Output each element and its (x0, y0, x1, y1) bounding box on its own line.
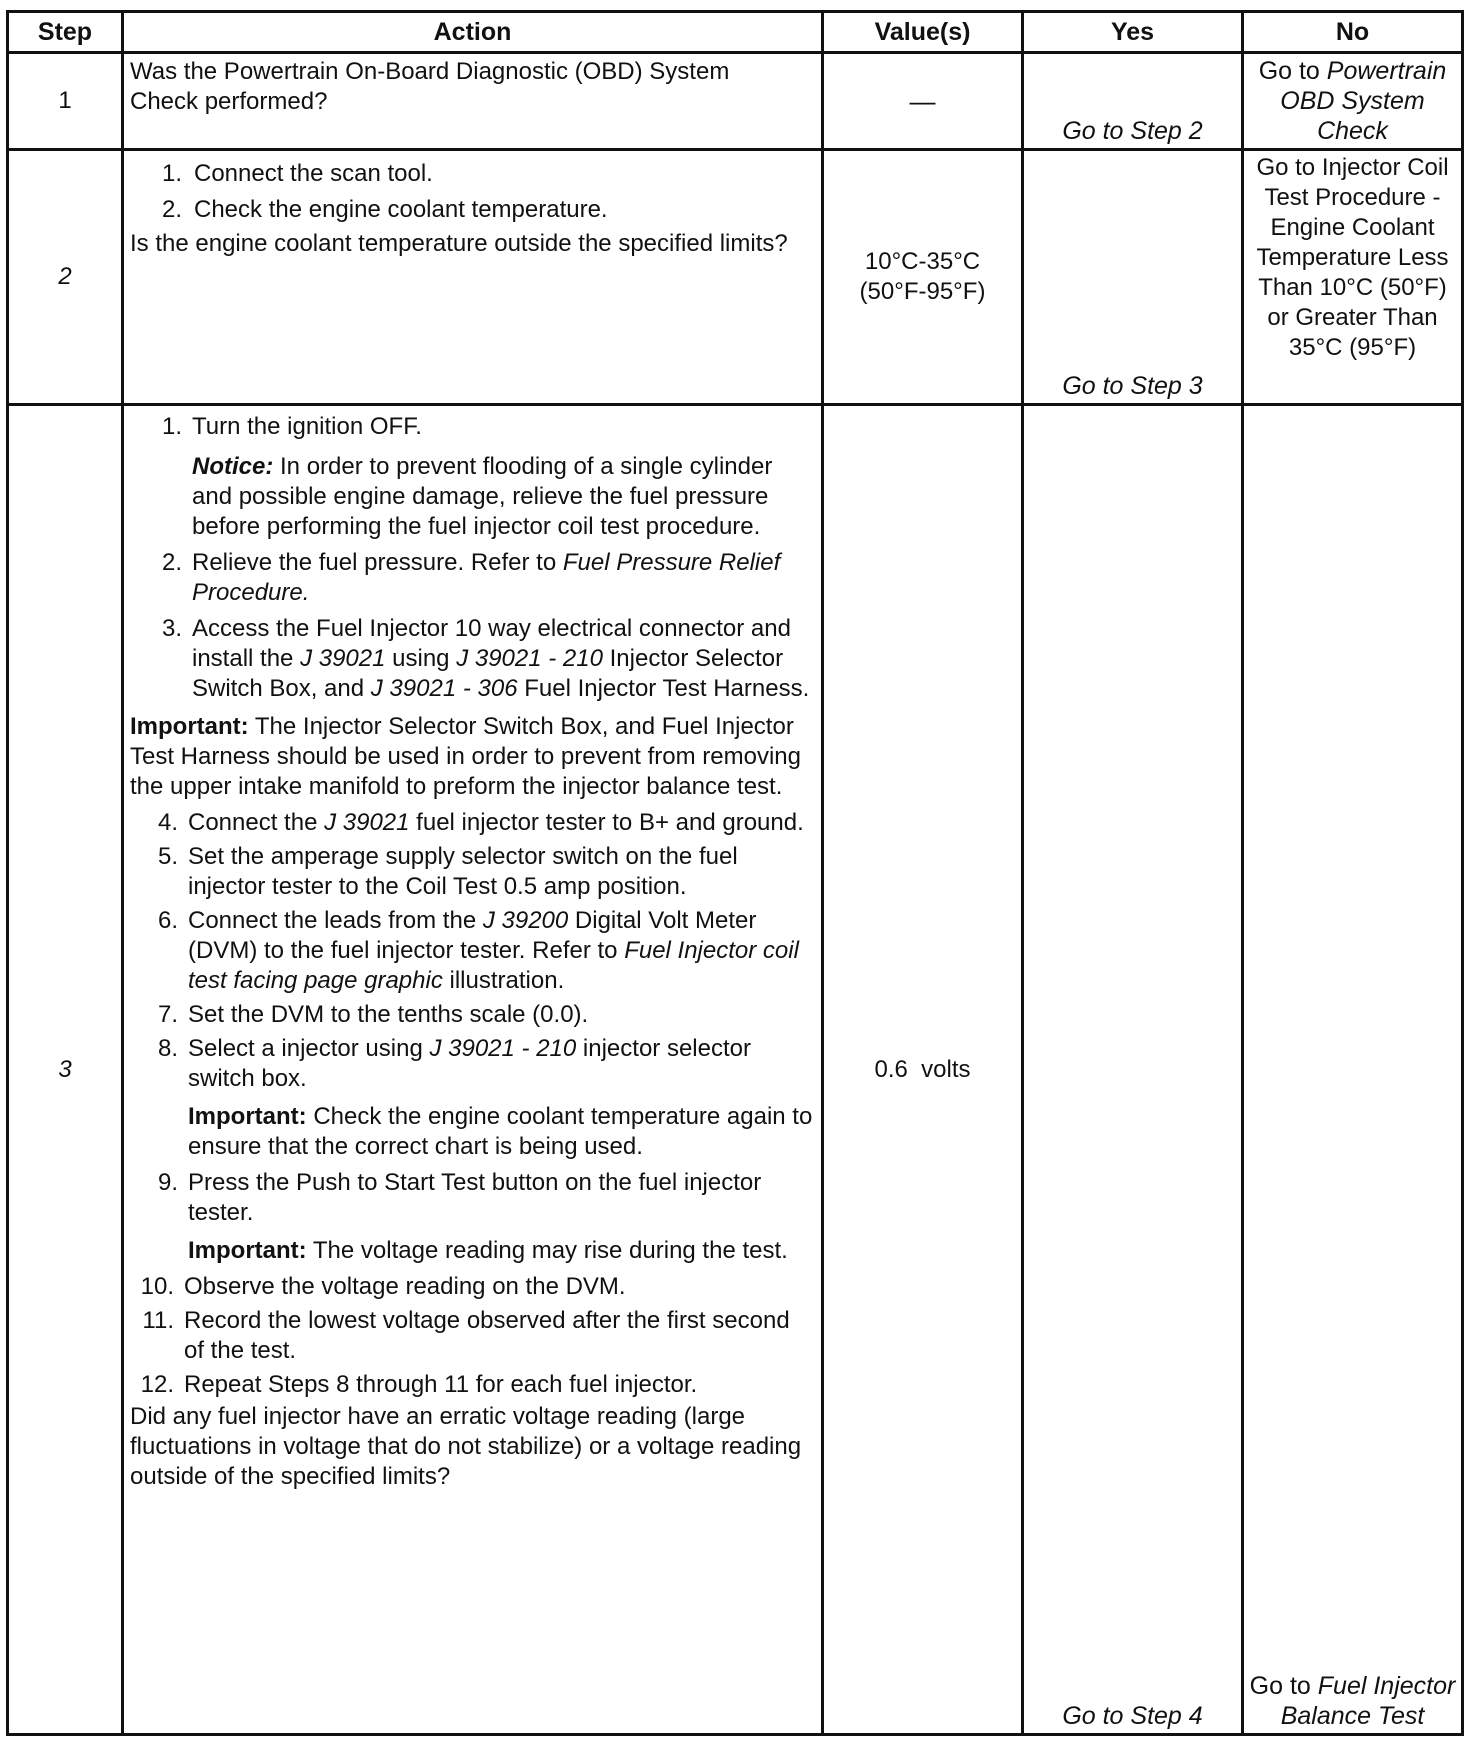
item-text-part: fuel injector tester to B+ and ground. (416, 809, 804, 836)
item-text-part: Connect the leads from the (188, 907, 477, 934)
tool-number: J 39021 - 210 (429, 1035, 577, 1062)
yes-cell: Go to Step 2 (1023, 53, 1243, 150)
no-link: Powertrain OBD System Check (1280, 57, 1447, 145)
item-text (188, 1034, 815, 1094)
tool-number: J 39200 (482, 907, 569, 934)
important-paragraph (130, 712, 815, 802)
important-text: The voltage reading may rise during the test. (312, 1237, 788, 1264)
item-number: 4. (157, 809, 178, 836)
step-number: 1 (8, 53, 123, 150)
important-text: The Injector Selector Switch Box, and Fuel Injector Test Harness should be used in order to prevent from removing the upper intake manifold to preform the injector balance test. (130, 713, 802, 800)
list-item (130, 1034, 815, 1094)
item-text-part: Injector Selector Switch Box, and (192, 645, 784, 702)
header-no: No (1243, 12, 1463, 53)
list-item (130, 548, 815, 608)
item-text: Repeat Steps 8 through 11 for each fuel injector. (184, 1371, 698, 1398)
list-item (130, 1306, 815, 1366)
value-cell: — (823, 53, 1023, 150)
no-link: Fuel Injector Balance Test (1280, 1672, 1456, 1730)
list-item (130, 195, 815, 225)
item-number: 9. (157, 1169, 178, 1196)
yes-cell: Go to Step 4 (1023, 405, 1243, 1735)
action-cell (123, 405, 823, 1735)
tool-number: J 39021 (300, 645, 386, 672)
step-number: 3 (8, 405, 123, 1735)
step-number: 2 (8, 150, 123, 405)
no-cell (1243, 405, 1463, 1735)
reference-link: Fuel Injector coil test facing page graphic (188, 937, 799, 994)
item-text-part: illustration. (449, 967, 565, 994)
action-question: Did any fuel injector have an erratic voltage reading (large fluctuations in voltage that do not stabilize) or a voltage reading outside of the specified limits? (130, 1403, 802, 1490)
list-item (130, 1272, 815, 1302)
important-text: Check the engine coolant temperature again to ensure that the correct chart is being used. (188, 1103, 813, 1160)
no-cell: Go to Injector Coil Test Procedure -Engine Coolant Temperature Less Than 10°C (50°F) or Greater Than 35°C (95°F) (1243, 150, 1463, 405)
tool-number: J 39021 - 306 (370, 675, 518, 702)
item-number: 3. (161, 615, 182, 642)
action-question: Was the Powertrain On-Board Diagnostic (OBD) System Check performed? (130, 58, 730, 115)
list-item (130, 842, 815, 902)
item-text: Connect the scan tool. (194, 160, 433, 187)
item-number: 8. (157, 1035, 178, 1062)
item-number: 7. (157, 1001, 178, 1028)
action-list (130, 1168, 815, 1228)
item-text (188, 906, 815, 996)
list-item (130, 1000, 815, 1030)
item-text-part: Relieve the fuel pressure. Refer to (192, 549, 557, 576)
list-item (130, 412, 815, 442)
reference-link: Fuel Pressure Relief Procedure. (192, 549, 781, 606)
item-number: 11. (142, 1307, 174, 1334)
table-row-step-2 (8, 150, 1463, 405)
important-paragraph (188, 1102, 815, 1162)
notice-paragraph (192, 452, 815, 542)
action-list (130, 412, 815, 442)
no-cell (1243, 53, 1463, 150)
action-list (130, 548, 815, 704)
list-item (130, 614, 815, 704)
item-text-part: Select a injector using (188, 1035, 423, 1062)
item-number: 12. (140, 1371, 174, 1398)
list-item (130, 1370, 815, 1400)
item-number: 6. (157, 907, 178, 934)
header-step: Step (8, 12, 123, 53)
item-number: 5. (157, 843, 178, 870)
action-list (130, 1272, 815, 1400)
header-row (8, 12, 1463, 53)
table-row-step-3 (8, 405, 1463, 1735)
value-cell (823, 150, 1023, 405)
tool-number: J 39021 (324, 809, 410, 836)
important-label: Important: (188, 1237, 307, 1264)
item-text: Record the lowest voltage observed after the first second of the test. (184, 1307, 790, 1364)
item-text-part: Access the Fuel Injector 10 way electrical connector and install the (192, 615, 791, 672)
important-label: Important: (130, 713, 249, 740)
item-number: 10. (140, 1273, 174, 1300)
header-yes: Yes (1023, 12, 1243, 53)
item-text: Check the engine coolant temperature. (194, 196, 608, 223)
item-text (188, 808, 815, 838)
item-text: Set the DVM to the tenths scale (0.0). (188, 1001, 589, 1028)
action-cell (123, 150, 823, 405)
item-text (192, 548, 815, 608)
important-paragraph (188, 1236, 815, 1266)
action-cell (123, 53, 823, 150)
table-row-step-1 (8, 53, 1463, 150)
item-text: Set the amperage supply selector switch on the fuel injector tester to the Coil Test 0.5 amp position. (188, 843, 738, 900)
item-number: 1. (161, 413, 182, 440)
value-line-celsius: 10°C-35°C (864, 248, 981, 275)
action-list (130, 808, 815, 1094)
item-number: 2. (161, 196, 182, 223)
item-text: Turn the ignition OFF. (192, 413, 422, 440)
item-text: Observe the voltage reading on the DVM. (184, 1273, 626, 1300)
no-prefix: Go to (1258, 57, 1320, 85)
item-text-part: Digital Volt Meter (DVM) to the fuel injector tester. Refer to (188, 907, 757, 964)
item-number: 1. (161, 160, 182, 187)
value-cell: 0.6 volts (823, 405, 1023, 1735)
list-item (130, 1168, 815, 1228)
item-text-part: injector selector switch box. (188, 1035, 751, 1092)
list-item (130, 159, 815, 189)
notice-label: Notice: (192, 453, 274, 480)
item-text-part: using (392, 645, 450, 672)
no-prefix: Go to (1249, 1672, 1311, 1700)
action-list (130, 159, 815, 225)
tool-number: J 39021 - 210 (456, 645, 603, 672)
item-text-part: Connect the (188, 809, 318, 836)
yes-cell: Go to Step 3 (1023, 150, 1243, 405)
item-text: Press the Push to Start Test button on the fuel injector tester. (188, 1169, 762, 1226)
action-question: Is the engine coolant temperature outside the specified limits? (130, 230, 788, 257)
list-item (130, 808, 815, 838)
list-item (130, 906, 815, 996)
item-text (192, 614, 815, 704)
item-text-part: Fuel Injector Test Harness. (524, 675, 810, 702)
value-line-fahrenheit: (50°F-95°F) (859, 278, 986, 305)
item-number: 2. (161, 549, 182, 576)
header-values: Value(s) (823, 12, 1023, 53)
important-label: Important: (188, 1103, 307, 1130)
diagnostic-table (6, 10, 1464, 1736)
header-action: Action (123, 12, 823, 53)
notice-text: In order to prevent flooding of a single cylinder and possible engine damage, relieve the fuel pressure before performing the fuel injector coil test procedure. (192, 453, 773, 540)
